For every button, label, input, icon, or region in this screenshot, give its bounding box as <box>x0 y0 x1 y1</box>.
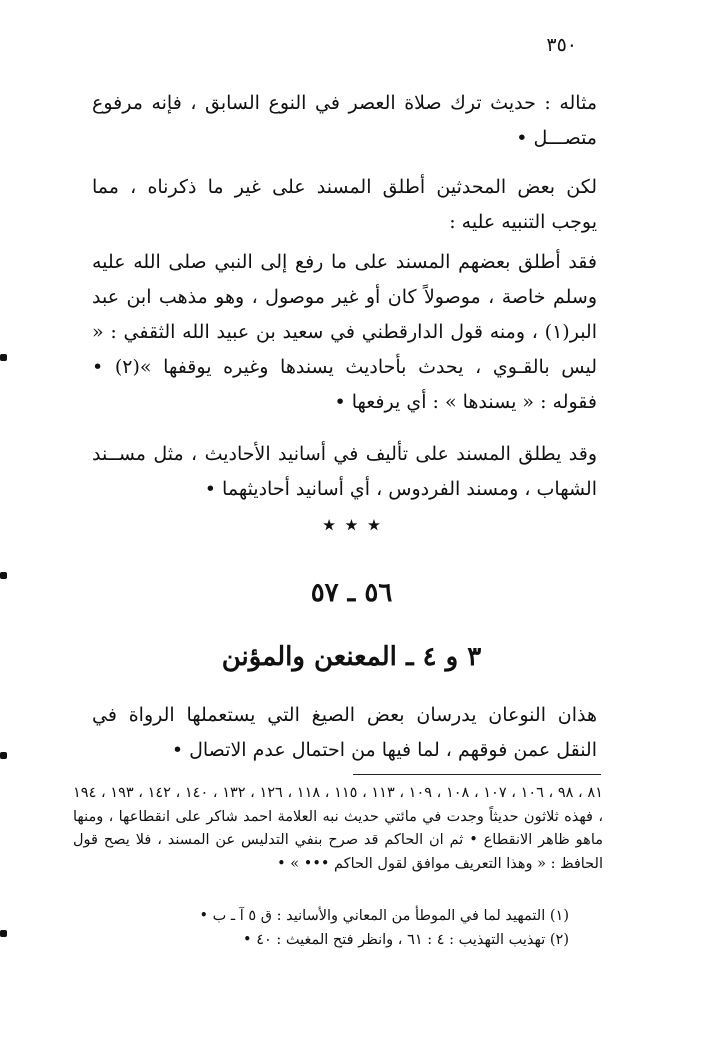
section-number: ٥٦ ـ ٥٧ <box>310 578 393 608</box>
paragraph-usage: وقد يطلق المسند على تأليف في أسانيد الأحاديث ، مثل مســند الشهاب ، ومسند الفردوس ، أي أسانيد أحاديثهما • <box>92 443 597 500</box>
footnote-1: (١) التمهيد لما في الموطأ من المعاني والأسانيد : ق ٥ آ ـ ب • <box>199 908 569 924</box>
paragraph-intro: هذان النوعان يدرسان بعض الصيغ التي يستعملها الرواة في النقل عمن فوقهم ، لما فيها من احتمال عدم الاتصال • <box>92 704 597 761</box>
paragraph-note: لكن بعض المحدثين أطلق المسند على غير ما ذكرناه ، مما يوجب التنبيه عليه : <box>92 176 597 233</box>
footnote-divider <box>353 774 601 775</box>
paragraph-definition: فقد أطلق بعضهم المسند على ما رفع إلى النبي صلى الله عليه وسلم خاصة ، موصولاً كان أو غير موصول ، وهو مذهب ابن عبد البر(١) ، ومنه قول الدارقطني في سعيد بن عبيد الله الثقفي : « ليس بالقـوي ، يحدث بأحاديث يسندها وغيره يوقفها »(٢) • فقوله : « يسندها » : أي يرفعها • <box>92 251 597 413</box>
footnote-2: (٢) تهذيب التهذيب : ٤ : ٦١ ، وانظر فتح المغيث : ٤٠ • <box>243 932 569 948</box>
margin-mark <box>0 752 7 759</box>
paragraph-example: مثاله : حديث ترك صلاة العصر في النوع السابق ، فإنه مرفوع متصـــل • <box>92 92 597 149</box>
margin-mark <box>0 930 7 937</box>
separator-stars: ٭ ٭ ٭ <box>321 510 382 540</box>
footnote-continuation: ٨١ ، ٩٨ ، ١٠٦ ، ١٠٧ ، ١٠٨ ، ١٠٩ ، ١١٣ ، ١١٥ ، ١١٨ ، ١٢٦ ، ١٣٢ ، ١٤٠ ، ١٤٢ ، ١٩٣ ، ١٩٤ ، فهذه ثلاثون حديثاً وجدت في مائتي حديث نبه العلامة احمد شاكر على انقطاعها ، ومنها ماهو ظاهر الانقطاع • ثم ان الحاكم قد صرح بنفي التدليس عن المسند ، فلا يصح قول الحافظ : « وهذا التعريف موافق لقول الحاكم ••• » • <box>73 785 603 872</box>
section-title: ٣ و ٤ ـ المعنعن والمؤنن <box>221 642 482 672</box>
margin-mark <box>0 572 7 579</box>
page-number: ٣٥٠ <box>546 34 577 56</box>
margin-mark <box>0 354 7 361</box>
